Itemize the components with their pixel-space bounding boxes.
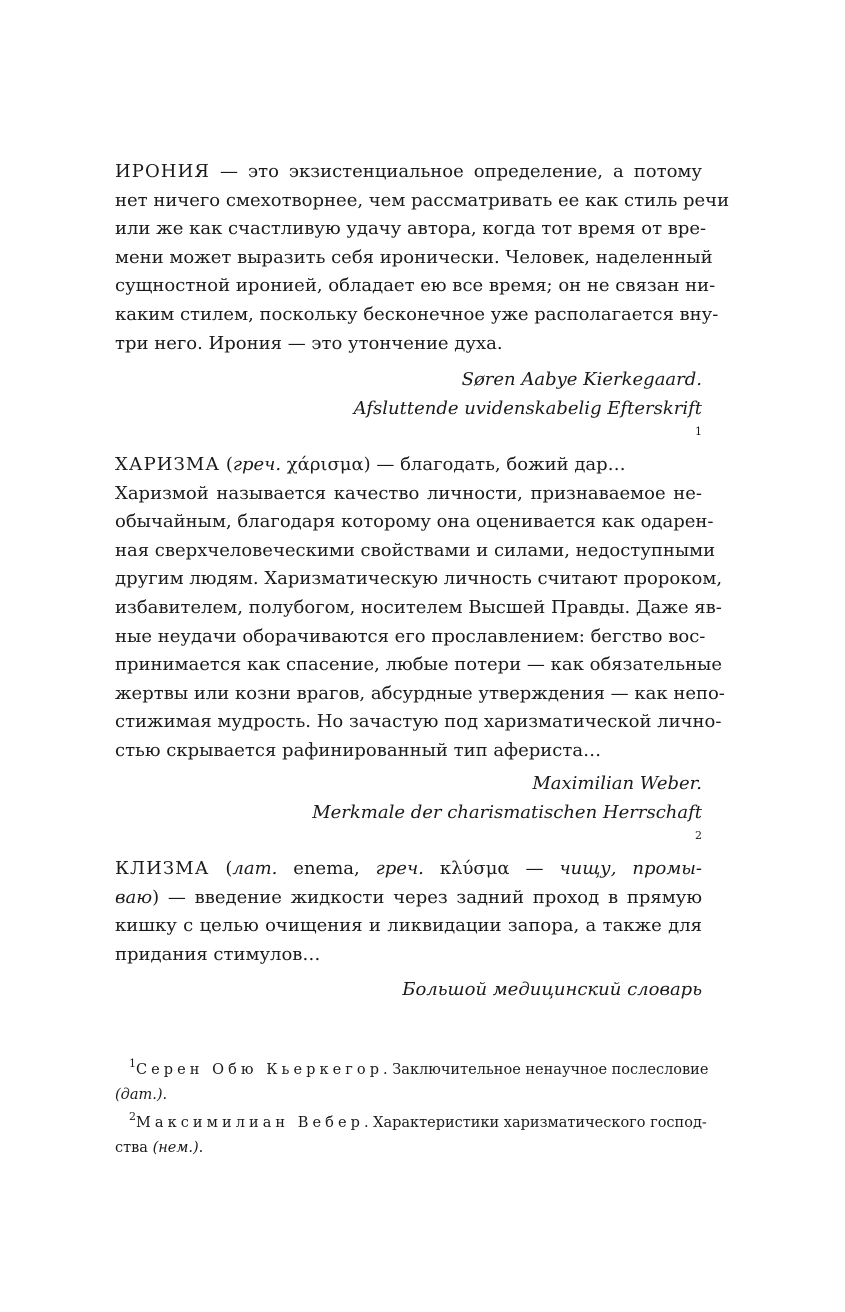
footnote-line: ства (нем.).: [115, 1140, 204, 1156]
text-line: ХАРИЗМА (греч. χάρισμα) — благодать, божий дар…: [115, 454, 626, 475]
footnote-author: Максимилиан Вебер: [136, 1115, 364, 1131]
footnote-line: $^2$Максимилиан Вебер. Характеристики харизматического господ-: [129, 1110, 707, 1131]
text-line: жертвы или козни врагов, абсурдные утверждения — как непо-: [115, 682, 725, 704]
text-line: ная сверхчеловеческими свойствами и силами, недоступными: [115, 539, 716, 561]
text-line: ИРОНИЯ — это экзистенциальное определение, а потому: [115, 161, 702, 182]
footnote-1: [115, 1057, 709, 1108]
klizma-entry: [115, 855, 702, 969]
footnote-ref: 1: [695, 425, 702, 439]
charisma-entry: [115, 451, 725, 766]
text-line: принимается как спасение, любые потери — как обязательные: [115, 654, 722, 676]
entry-headword: КЛИЗМА: [115, 858, 210, 879]
footnote-line: $^1$Серен Обю Кьеркегор. Заключительное ненаучное послесловие: [129, 1057, 709, 1078]
irony-attribution: [354, 366, 702, 452]
attribution-author: Maximilian Weber.: [532, 773, 702, 794]
text-line: избавителем, полубогом, носителем Высшей Правды. Даже яв-: [115, 596, 722, 618]
text-line: нет ничего смехотворнее, чем рассматривать ее как стиль речи: [115, 189, 730, 211]
text-line: мени может выразить себя иронически. Человек, наделенный: [115, 246, 713, 268]
irony-entry: [115, 158, 730, 358]
text-line: другим людям. Харизматическую личность считают пророком,: [115, 568, 723, 590]
charisma-attribution: [312, 770, 702, 856]
attribution-author: Søren Aabye Kierkegaard.: [461, 369, 702, 390]
footnote-line: (дат.).: [115, 1087, 168, 1103]
footnote-mark: 1: [129, 1057, 136, 1070]
text-line: сущностной иронией, обладает ею все время; он не связан ни-: [115, 275, 716, 297]
text-line: стижимая мудрость. Но зачастую под харизматической лично-: [115, 711, 722, 733]
entry-headword: ХАРИЗМА: [115, 454, 221, 475]
text-line: Харизмой называется качество личности, признаваемое не-: [115, 482, 702, 504]
text-line: или же как счастливую удачу автора, когда тот время от вре-: [115, 218, 707, 240]
klizma-attribution: [402, 976, 702, 1005]
text-line: кишку с целью очищения и ликвидации запора, а также для: [115, 915, 702, 937]
footnote-author: Серен Обю Кьеркегор: [136, 1062, 384, 1078]
text-line: ваю) — введение жидкости через задний проход в прямую: [115, 886, 702, 908]
footnote-mark: 2: [129, 1110, 136, 1123]
attribution-work: Afsluttende uvidenskabelig Efterskrift $^1$: [353, 397, 702, 439]
entry-headword: ИРОНИЯ: [115, 161, 210, 182]
text-line: каким стилем, поскольку бесконечное уже располагается вну-: [115, 303, 719, 325]
text-line: стью скрывается рафинированный тип афериста…: [115, 739, 602, 761]
attribution-source: Большой медицинский словарь: [402, 979, 702, 1000]
text-line: КЛИЗМА (лат. enema, греч. κλύσμα — чищу, промы-: [115, 858, 702, 879]
text-line: обычайным, благодаря которому она оценивается как одарен-: [115, 511, 714, 533]
footnote-ref: 2: [695, 829, 702, 843]
text-line: придания стимулов…: [115, 943, 321, 965]
footnote-2: [115, 1110, 707, 1161]
text-line: три него. Ирония — это утончение духа.: [115, 332, 503, 354]
text-line: ные неудачи оборачиваются его прославлением: бегство вос-: [115, 625, 706, 647]
attribution-work: Merkmale der charismatischen Herrschaft $^2$: [312, 801, 702, 843]
